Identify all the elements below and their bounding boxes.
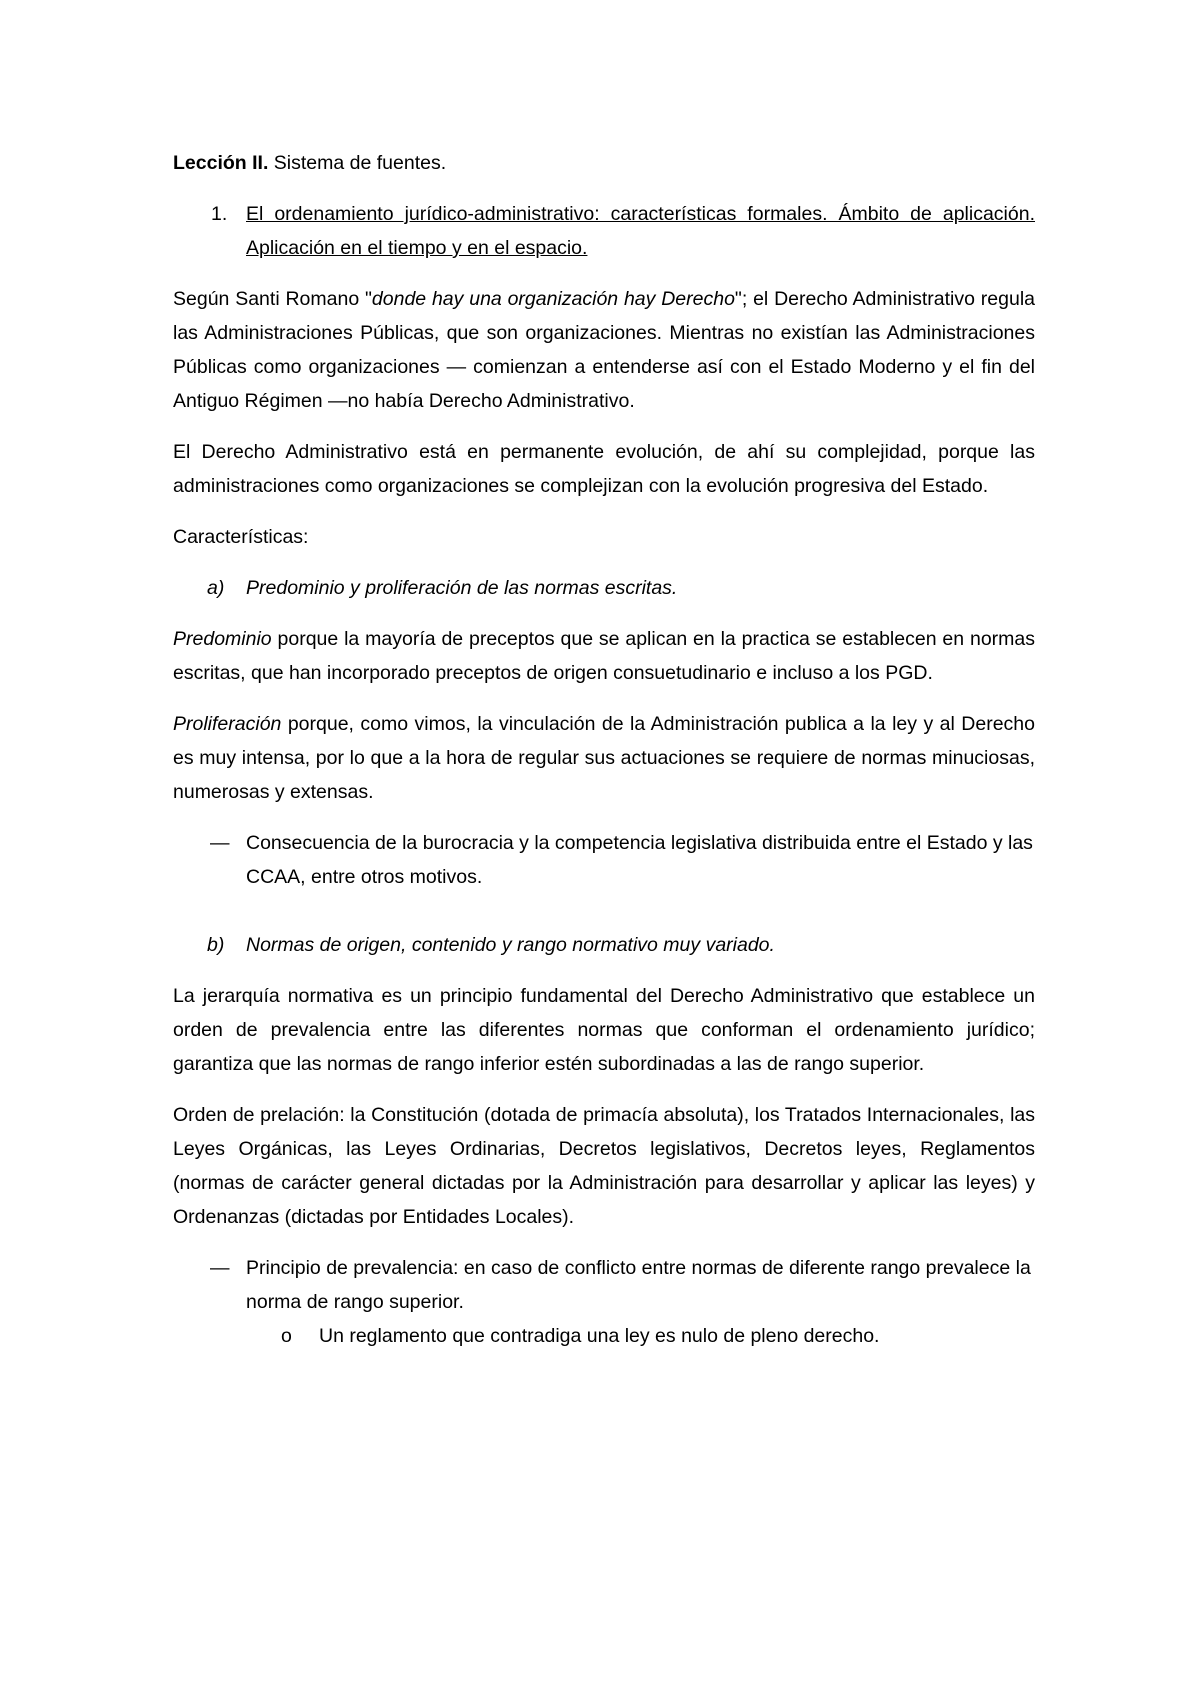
alpha-item-text: Normas de origen, contenido y rango normativo muy variado. — [246, 934, 775, 956]
sub-item-text: Un reglamento que contradiga una ley es nulo de pleno derecho. — [319, 1325, 880, 1347]
lesson-title-bold: Lección II. — [173, 152, 269, 174]
caracteristicas-label: Características: — [173, 526, 309, 548]
lesson-title-rest: Sistema de fuentes. — [268, 152, 447, 174]
numbered-item-1 — [173, 197, 1035, 265]
predominio-rest: porque la mayoría de preceptos que se aplican en la practica se establecen en normas escritas, que han incorporado preceptos de origen consuetudinario e incluso a los PGD. — [173, 628, 1035, 684]
paragraph-romano — [173, 282, 1035, 418]
proliferacion-term: Proliferación — [173, 713, 282, 735]
paragraph-evolucion: El Derecho Administrativo está en permanente evolución, de ahí su complejidad, porque las administraciones como organizaciones se complejizan con la evolución progresiva del Estado. — [173, 441, 1035, 497]
paragraph-predominio — [173, 622, 1035, 690]
alpha-item-b — [173, 928, 1035, 962]
dash-item-prevalencia — [173, 1251, 1035, 1319]
dash-item-text: Consecuencia de la burocracia y la competencia legislativa distribuida entre el Estado y las CCAA, entre otros motivos. — [246, 832, 1033, 888]
dash-item-text: Principio de prevalencia: en caso de conflicto entre normas de diferente rango prevalece la norma de rango superior. — [246, 1257, 1031, 1313]
sub-item-reglamento — [173, 1319, 1035, 1353]
list-letter: a) — [207, 577, 225, 599]
section-heading: El ordenamiento jurídico-administrativo: características formales. Ámbito de aplicación. Aplicación en el tiempo y en el espacio. — [246, 203, 1035, 259]
romano-after: "; el Derecho Administrativo regula las Administraciones Públicas, que son organizaciones. Mientras no existían las Administraciones Públicas como organizaciones — comienzan a entenderse así con el Estado Moderno y el fin del Antiguo Régimen —no había Derecho Administrativo. — [173, 288, 1035, 412]
alpha-item-text: Predominio y proliferación de las normas escritas. — [246, 577, 678, 599]
romano-quote: donde hay una organización hay Derecho — [371, 288, 735, 310]
list-dash: — — [210, 832, 230, 854]
list-circle-bullet: o — [281, 1325, 292, 1347]
list-letter: b) — [207, 934, 225, 956]
predominio-term: Predominio — [173, 628, 272, 650]
alpha-item-a — [173, 571, 1035, 605]
dash-item-burocracia — [173, 826, 1035, 894]
lesson-title — [173, 146, 1035, 180]
paragraph-proliferacion — [173, 707, 1035, 809]
list-dash: — — [210, 1257, 230, 1279]
proliferacion-rest: porque, como vimos, la vinculación de la Administración publica a la ley y al Derecho es muy intensa, por lo que a la hora de regular sus actuaciones se requiere de normas minuciosas, numerosas y extensas. — [173, 713, 1035, 803]
paragraph-jerarquia: La jerarquía normativa es un principio fundamental del Derecho Administrativo que establece un orden de prevalencia entre las diferentes normas que conforman el ordenamiento jurídico; garantiza que las normas de rango inferior estén subordinadas a las de rango superior. — [173, 985, 1035, 1075]
list-number: 1. — [211, 203, 228, 225]
romano-before: Según Santi Romano " — [173, 288, 372, 310]
paragraph-prelacion: Orden de prelación: la Constitución (dotada de primacía absoluta), los Tratados Internacionales, las Leyes Orgánicas, las Leyes Ordinarias, Decretos legislativos, Decretos leyes, Reglamentos (normas de carácter general dictadas por la Administración para desarrollar y aplicar las leyes) y Ordenanzas (dictadas por Entidades Locales). — [173, 1104, 1035, 1228]
